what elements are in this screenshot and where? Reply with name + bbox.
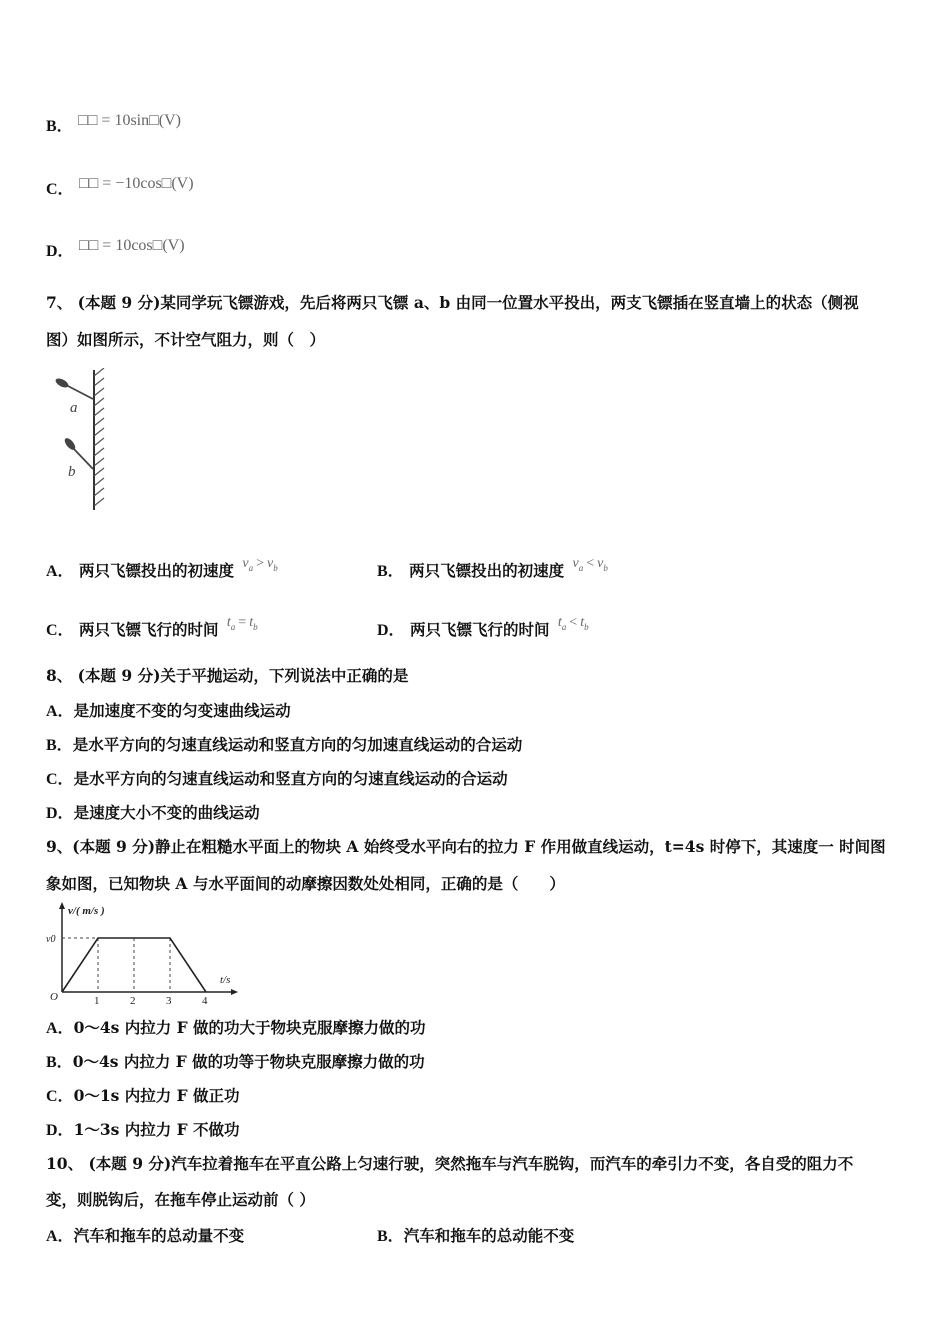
q9-vt-graph (44, 900, 244, 1005)
q6-option-d: D． □□ = 10cos□(V) (46, 237, 185, 260)
q10-option-b: B．汽车和拖车的总动能不变 (377, 1226, 575, 1245)
q9-option-d: D．1～3s 内拉力 F 不做功 (46, 1120, 240, 1139)
q7-dart-figure (44, 368, 116, 514)
q7-option-d: D． 两只飞镖飞行的时间 $t_a < t_b$ (377, 615, 589, 639)
tick-2: 2 (130, 995, 136, 1005)
q8-option-c: C．是水平方向的匀速直线运动和竖直方向的匀速直线运动的合运动 (46, 769, 508, 788)
q7-option-a: A． 两只飞镖投出的初速度 $v_a > v_b$ (46, 556, 278, 580)
q7-stem-line1: 7、 (本题 9 分)某同学玩飞镖游戏，先后将两只飞镖 a、b 由同一位置水平投出，两支飞镖插在竖直墙上的状态（侧视 (46, 293, 859, 312)
q8-stem: 8、 (本题 9 分)关于平抛运动，下列说法中正确的是 (46, 666, 409, 685)
q8-option-d: D．是速度大小不变的曲线运动 (46, 803, 260, 822)
x-axis-label: t/s (220, 974, 231, 986)
tick-4: 4 (202, 995, 208, 1005)
v0-label: v0 (46, 934, 56, 945)
q7-option-b: B． 两只飞镖投出的初速度 $v_a < v_b$ (377, 556, 608, 580)
tick-3: 3 (166, 995, 172, 1005)
wall-hatching (94, 368, 104, 506)
origin-label: O (50, 991, 58, 1003)
q10-option-a: A．汽车和拖车的总动量不变 (46, 1226, 245, 1245)
q7-option-c: C． 两只飞镖飞行的时间 $t_a = t_b$ (46, 615, 258, 639)
dart-a (54, 377, 93, 399)
q6-option-c-formula: □□ = −10cos□(V) (78, 175, 194, 192)
q10-stem-line2: 变，则脱钩后，在拖车停止运动前（ ） (46, 1190, 315, 1209)
q9-stem-line2: 象如图，已知物块 A 与水平面间的动摩擦因数处处相同，正确的是（ ） (46, 874, 565, 893)
q7-option-c-symbol: $t_a = t_b$ (226, 615, 258, 632)
q6-option-c: C． □□ = −10cos□(V) (46, 175, 194, 198)
dart-a-label: a (70, 400, 78, 416)
q7-stem-line2: 图）如图所示，不计空气阻力，则（ ） (46, 330, 326, 349)
q9-stem-line1: 9、(本题 9 分)静止在粗糙水平面上的物块 A 始终受水平向右的拉力 F 作用做直线运动，t=4s 时停下，其速度一 时间图 (46, 837, 886, 856)
q6-option-d-formula: □□ = 10cos□(V) (78, 237, 185, 254)
q6-option-b-formula: □□ = 10sin□(V) (78, 112, 181, 129)
q8-option-a: A．是加速度不变的匀变速曲线运动 (46, 701, 291, 720)
y-axis-label: v/( m/s ) (68, 905, 105, 917)
q7-option-d-symbol: $t_a < t_b$ (557, 615, 589, 632)
q9-option-a: A．0～4s 内拉力 F 做的功大于物块克服摩擦力做的功 (46, 1018, 426, 1037)
q7-option-b-symbol: $v_a < v_b$ (572, 556, 608, 573)
y-axis-arrow (59, 902, 65, 909)
q10-stem-line1: 10、 (本题 9 分)汽车拉着拖车在平直公路上匀速行驶，突然拖车与汽车脱钩，而汽车的牵引力不变，各自受的阻力不 (46, 1154, 854, 1173)
q9-option-c: C．0～1s 内拉力 F 做正功 (46, 1086, 240, 1105)
q7-option-a-symbol: $v_a > v_b$ (242, 556, 278, 573)
dart-b-label: b (68, 464, 76, 480)
q8-option-b: B．是水平方向的匀速直线运动和竖直方向的匀加速直线运动的合运动 (46, 735, 523, 754)
tick-1: 1 (94, 995, 100, 1005)
x-axis-arrow (231, 989, 238, 995)
q9-option-b: B．0～4s 内拉力 F 做的功等于物块克服摩擦力做的功 (46, 1052, 425, 1071)
q6-option-b: B． □□ = 10sin□(V) (46, 112, 181, 135)
